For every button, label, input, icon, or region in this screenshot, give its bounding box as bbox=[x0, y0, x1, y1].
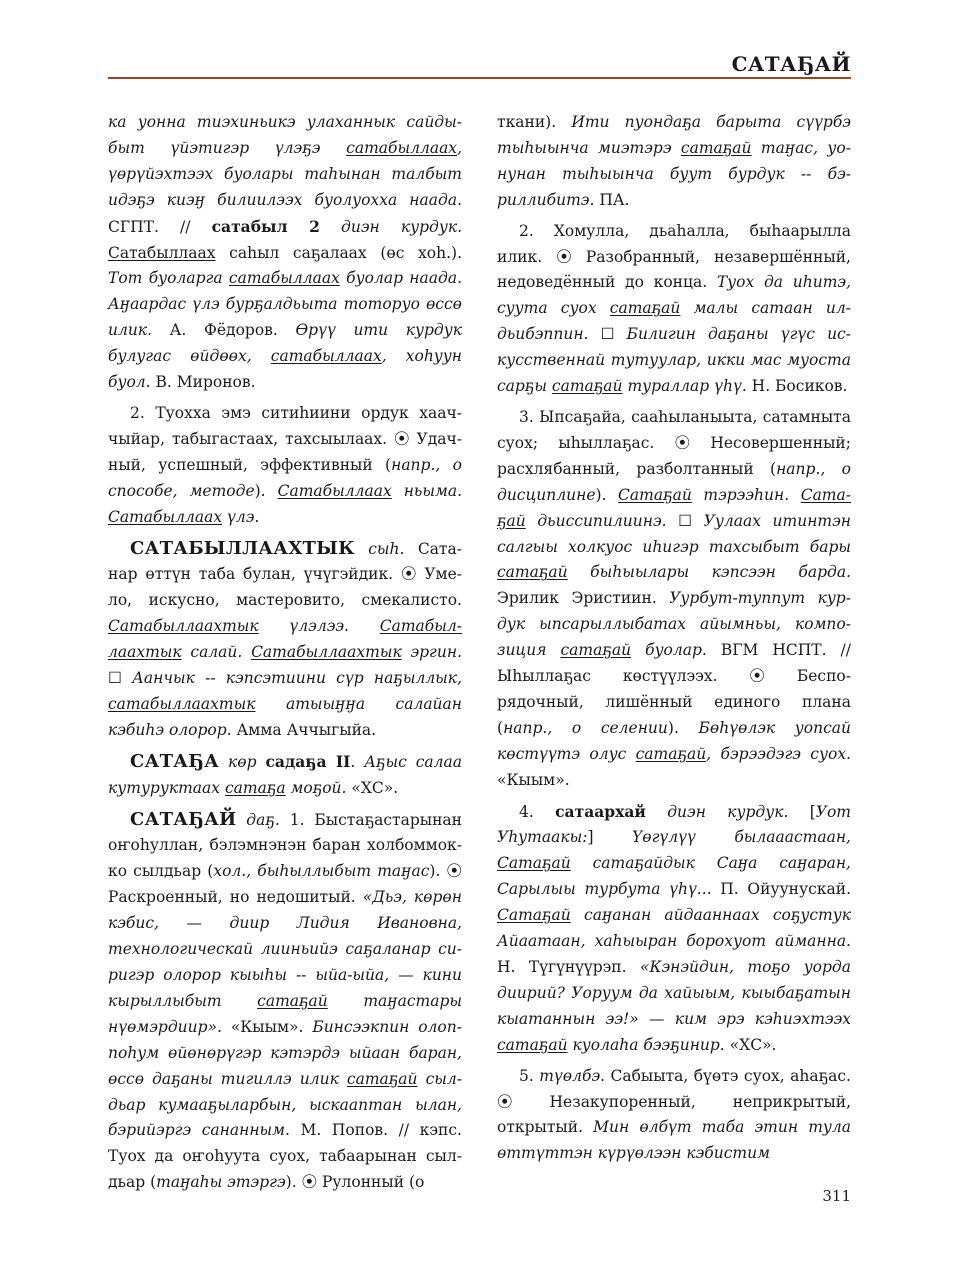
example-text: «Дьэ, көрөн кэбис, — диир Лидия Ивановна, технологическай лииньийэ саҕаланар сиригэр олорор кыыһы -- ыйа-ыйа, — кини кырыллыбыт bbox=[108, 888, 462, 1010]
text-run: ПА. bbox=[599, 190, 630, 209]
headword-usage: сатаҕай bbox=[635, 744, 707, 763]
headword-usage: Сатаҕай bbox=[497, 485, 851, 530]
text-run: П. Ойуунускай. bbox=[720, 880, 852, 899]
text-run: «ХС». bbox=[729, 1035, 777, 1054]
entry-paragraph bbox=[497, 405, 851, 794]
headword-usage: Сатаҕай bbox=[618, 485, 692, 504]
text-run: 5. bbox=[519, 1066, 540, 1085]
example-text: ка уонна тиэхиньикэ улаханнык сайдыбыт үйэтигэр үлэҕэ bbox=[108, 113, 462, 157]
example-text: саӈанан айдааннаах соҕустук Айаатаан, хаһыыран борохуот айманна. bbox=[497, 906, 851, 951]
text-run: 1. Быстаҕастарынан оҥоһуллан, бэлэмнэнэн баран холбоммокко сылдьар ( bbox=[108, 810, 463, 881]
page-header-title: САТАҔАЙ bbox=[731, 52, 851, 76]
example-text: , үөрүйэхтээх буолары таһынан талбыт идэҕэ киэӈ билиилээх буолуохха наада. bbox=[108, 138, 462, 209]
headword-usage: Сатаҕай bbox=[497, 906, 571, 925]
text-run: СГПТ. // bbox=[108, 217, 212, 236]
entry-paragraph bbox=[108, 110, 462, 396]
example-text: тэрээһин. bbox=[691, 485, 801, 504]
text-run: Амма Аччыгыйа. bbox=[236, 720, 377, 739]
example-text: диэн курдук. bbox=[645, 802, 810, 821]
example-text: Билигин даҕаны үгүс искусственнай тутуулар, икки мас муоста сарҕы bbox=[497, 325, 851, 396]
example-text: ньыма. bbox=[391, 481, 462, 500]
example-text: дьиссипилиинэ. bbox=[525, 511, 679, 530]
entry-paragraph bbox=[497, 110, 851, 214]
text-run: ВГМ НСПТ. // Ыһыллаҕас көстүүлээх. ⦿ Беспорядочный, лишённый единого плана ( bbox=[497, 641, 851, 737]
example-text: Үөгүлүү былааастаан, bbox=[632, 828, 851, 847]
example-text: напр., о способе, методе bbox=[108, 455, 462, 500]
entry-paragraph bbox=[497, 799, 851, 1059]
text-run: 2. Туохха эмэ ситиһиини ордук хааччыйар, табыгастаах, тахсыылаах. ⦿ Удачный, успешный, эффективный ( bbox=[108, 403, 462, 474]
example-text: Туох да иһитэ, суута суох bbox=[497, 273, 852, 318]
example-text: , хоһуун буол. bbox=[108, 347, 462, 392]
text-run: 2. Хомулла, дьаһалла, быһаарылла илик. ⦿ Разобранный, незавершённый, недоведённый до конца. bbox=[497, 221, 851, 292]
text-run: ☐ bbox=[108, 669, 133, 688]
example-text: Аанчык -- кэпсэтиини сүр наҕыллык, bbox=[132, 669, 462, 688]
example-text: хол., быһыллыбыт таӈас bbox=[213, 862, 430, 881]
text-run: Сатанар өттүн таба булан, үчүгэйдик. ⦿ Умело, искусно, мастеровито, смекалисто. bbox=[108, 539, 462, 610]
text-run: «ХС». bbox=[351, 778, 399, 797]
headword-usage: сатаҕай bbox=[680, 138, 752, 157]
entry-paragraph bbox=[108, 401, 462, 531]
headword-usage: сатаҕай bbox=[257, 991, 328, 1010]
entry-satabyllaakhtyk bbox=[108, 536, 462, 744]
text-run: А. Фёдоров. bbox=[169, 321, 296, 340]
example-text: буолар наада. Аӈаардас үлэ бурҕалдьыта тоторуо өссө илик. bbox=[108, 269, 462, 340]
text-run: ] bbox=[587, 828, 633, 847]
example-text: эргин. bbox=[401, 643, 463, 662]
reference-term: садаҕа II bbox=[265, 751, 351, 771]
text-run: «Кыым». bbox=[230, 1017, 313, 1036]
example-text: үлэ. bbox=[222, 507, 260, 526]
headword-usage: сатабыллаах bbox=[346, 138, 458, 157]
example-text: «Кэнэйдин, тоҕо уорда диирий? Уоруум да хайыым, кыыбаҕатын кыатаннын ээ!» — ким эрэ кэһиэхтээх bbox=[497, 958, 851, 1028]
example-text: быһыылары кэпсээн барда. bbox=[567, 563, 851, 582]
page-number: 311 bbox=[822, 1187, 851, 1205]
example-text: Бөһүөлэк уопсай көстүүтэ олус bbox=[497, 718, 852, 763]
example-text: Өрүү ити курдук булугас өйдөөх, bbox=[108, 321, 462, 366]
text-run: Н. Түгүнүүрэп. bbox=[497, 958, 640, 976]
headword-usage: сатаҕа bbox=[224, 778, 286, 797]
text-run: 3. Ыпсаҕайа, сааһыланыыта, сатамныта суох; ыһыллаҕас. ⦿ Несовершенный; расхлябанный, разболтанный ( bbox=[497, 407, 851, 478]
text-run: 4. bbox=[519, 802, 556, 821]
header-rule bbox=[108, 77, 851, 79]
text-run: Н. Босиков. bbox=[751, 377, 848, 396]
text-run: В. Миронов. bbox=[155, 373, 256, 392]
headword: САТАҔАЙ bbox=[130, 808, 237, 830]
headword-usage: сатаҕай bbox=[609, 299, 681, 318]
example-text: таӈастары нүөмэрдиир». bbox=[108, 991, 462, 1036]
example-text: куолаһа бээҕинир. bbox=[567, 1035, 730, 1054]
example-text: Уулаах итинтэн салгыы холкуос иһигэр тахсыбыт бары bbox=[497, 511, 851, 556]
example-text: напр., о дисциплине bbox=[497, 459, 851, 504]
text-run: ). bbox=[595, 485, 619, 504]
example-text: напр., о селении bbox=[503, 718, 668, 737]
text-run: ☐ bbox=[600, 325, 627, 344]
right-column bbox=[497, 110, 851, 1167]
example-text: , бэрээдэгэ суох. bbox=[706, 744, 851, 763]
headword-usage: Сатаҕай bbox=[497, 854, 571, 873]
headword-usage: сатабыллаахтык bbox=[108, 694, 256, 713]
example-text: Бинсээкпин олоппоһум өйөнөрүгэр кэтэрдэ ыйаан баран, өссө даҕаны тигиллэ илик bbox=[108, 1017, 462, 1088]
example-text: сылдьар кумааҕыларбын, ыскааптан ылан, бэрийэргэ сананным. bbox=[108, 1069, 462, 1140]
headword-usage: сатабыллаах bbox=[228, 269, 340, 288]
text-run: . Сабыыта, бүөтэ суох, аһаҕас. ⦿ Незакупоренный, неприкрытый, открытый. bbox=[497, 1066, 851, 1137]
headword-usage: Сатабыллаахтык bbox=[108, 617, 259, 636]
headword-usage: Сатабыллаах bbox=[277, 481, 392, 500]
example-text: диэн курдук. bbox=[319, 217, 463, 236]
text-run: ). bbox=[667, 718, 699, 737]
entry-sataga bbox=[108, 749, 462, 802]
example-text: Тот буоларга bbox=[108, 269, 229, 288]
example-text: таӈас, уонунан тыһыынча буут бурдук -- бэриллибитэ. bbox=[497, 138, 851, 209]
text-run: Эрилик Эристиин. bbox=[497, 589, 670, 608]
headword-usage: сатаҕай bbox=[551, 377, 623, 396]
example-text: даҕ. bbox=[236, 810, 280, 829]
text-run: саһыл саҕалаах (өс хоһ.). bbox=[215, 243, 462, 262]
entry-paragraph bbox=[497, 219, 851, 400]
text-run: ☐ bbox=[678, 511, 704, 530]
text-run: . bbox=[350, 752, 365, 771]
headword: САТАБЫЛЛААХТЫК bbox=[130, 537, 355, 559]
headword: САТАҔА bbox=[130, 750, 220, 772]
example-text: көр bbox=[219, 752, 266, 771]
headword-usage: сатабыллаах bbox=[270, 347, 382, 366]
entry-satagai bbox=[108, 807, 462, 1197]
text-run: ). ⦿ Рулонный (о bbox=[285, 1173, 425, 1192]
text-run: ). bbox=[254, 481, 278, 500]
example-text: сатаҕайдык Саӈа саӈаран, Сарылыы турбута үһү... bbox=[497, 854, 851, 899]
reference-term: сатаархай bbox=[555, 801, 646, 821]
example-text: буолар. bbox=[631, 641, 721, 660]
example-text: Мин өлбүт таба этин тула өттүттэн күрүөлээн кэбистим bbox=[497, 1118, 851, 1163]
example-text: сыһ. bbox=[354, 539, 405, 558]
headword-usage: сатаҕай bbox=[497, 1035, 568, 1054]
example-text: тураллар үһү. bbox=[622, 377, 752, 396]
reference-term: сатабыл 2 bbox=[211, 216, 320, 236]
example-text: таӈаһы этэргэ bbox=[156, 1173, 286, 1192]
left-column bbox=[108, 110, 462, 1196]
text-run: ). ⦿ Раскроенный, но недошитый. bbox=[108, 862, 463, 907]
example-text: атыыӈӈа салайан кэбиһэ олорор. bbox=[108, 694, 462, 739]
example-text: Ити пуондаҕа барыта сүүрбэ тыһыынча миэтэрэ bbox=[497, 113, 851, 157]
example-text: түөлбэ bbox=[539, 1066, 601, 1085]
text-run: «Кыым». bbox=[497, 770, 570, 789]
text-run: М. Попов. // кэпс. Туох да оҥоһуута суох, табаарынан сылдьар ( bbox=[108, 1121, 462, 1192]
headword-usage: Сатабыллаахтык bbox=[108, 617, 462, 662]
example-text: малы сатаан илдьибэппин. bbox=[497, 299, 851, 344]
text-run: [ bbox=[809, 802, 816, 821]
headword-usage: сатаҕай bbox=[346, 1069, 418, 1088]
entry-paragraph bbox=[497, 1064, 851, 1168]
example-text: үлэлээ. bbox=[258, 617, 380, 636]
example-text: Аҕыс салаа кутуруктаах bbox=[108, 752, 463, 797]
headword-usage: сатаҕай bbox=[560, 641, 632, 660]
headword-usage: Сатабыллаах bbox=[108, 243, 216, 262]
text-run: ткани). bbox=[497, 113, 572, 131]
headword-usage: Сатабыллаахтык bbox=[251, 643, 402, 662]
headword-usage: сатаҕай bbox=[497, 563, 568, 582]
example-text: Уот Уһутаакы: bbox=[497, 802, 851, 847]
headword-usage: Сатабыллаах bbox=[108, 507, 223, 526]
example-text: салай. bbox=[181, 643, 252, 662]
example-text: Уурбут-туппут курдук ыпсарыллыбатах айымньы, композиция bbox=[497, 589, 851, 660]
example-text: моҕой. bbox=[285, 778, 352, 797]
